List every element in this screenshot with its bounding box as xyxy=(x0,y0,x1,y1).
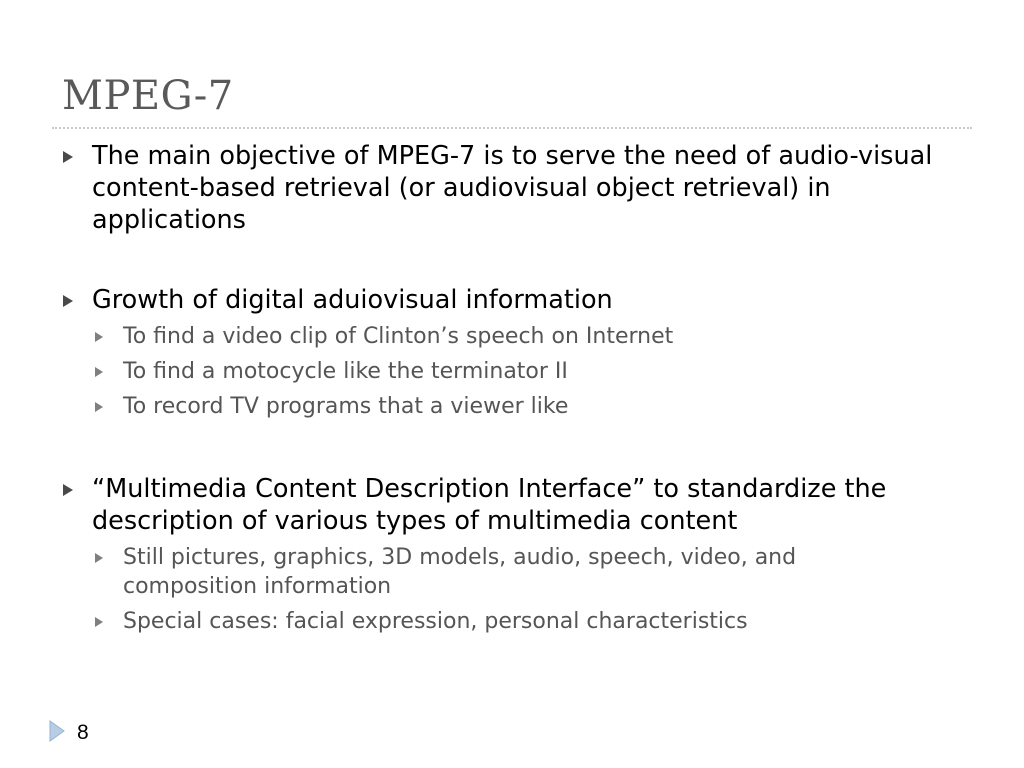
sub-bullet-2-3 xyxy=(94,392,982,421)
footer-arrow-icon xyxy=(48,720,66,742)
bullet-1-text: The main objective of MPEG-7 is to serve the need of audio-visual content-based retrieval (or audiovisual object retrieval) in applications xyxy=(92,141,933,235)
sub-bullet-3-2 xyxy=(94,607,982,636)
bullet-3 xyxy=(62,473,982,537)
sub-bullet-3-1-text: Still pictures, graphics, 3D models, audio, speech, video, and composition information xyxy=(123,545,797,599)
sub-bullet-2-1 xyxy=(94,322,982,351)
triangle-bullet-icon xyxy=(62,294,74,308)
sub-bullet-2-3-text: To record TV programs that a viewer like xyxy=(123,394,569,419)
triangle-bullet-icon xyxy=(94,331,104,343)
triangle-bullet-icon xyxy=(62,483,74,497)
triangle-bullet-icon xyxy=(94,552,104,564)
sub-bullet-2-2 xyxy=(94,357,982,386)
page-number: 8 xyxy=(77,721,89,744)
triangle-bullet-icon xyxy=(94,401,104,413)
title-divider xyxy=(52,127,972,129)
slide-title: MPEG-7 xyxy=(62,73,234,119)
slide-body xyxy=(62,140,982,636)
bullet-3-text: “Multimedia Content Description Interface” to standardize the description of various types of multimedia content xyxy=(92,474,887,536)
sub-bullet-2-1-text: To find a video clip of Clinton’s speech on Internet xyxy=(123,324,674,349)
sub-bullet-3-1 xyxy=(94,543,982,601)
triangle-bullet-icon xyxy=(94,366,104,378)
triangle-bullet-icon xyxy=(94,616,104,628)
sub-bullet-3-2-text: Special cases: facial expression, personal characteristics xyxy=(123,609,748,634)
bullet-1 xyxy=(62,140,982,236)
bullet-2-text: Growth of digital aduiovisual information xyxy=(92,285,613,315)
bullet-2 xyxy=(62,284,982,316)
triangle-bullet-icon xyxy=(62,150,74,164)
sub-bullet-2-2-text: To find a motocycle like the terminator II xyxy=(123,359,568,384)
